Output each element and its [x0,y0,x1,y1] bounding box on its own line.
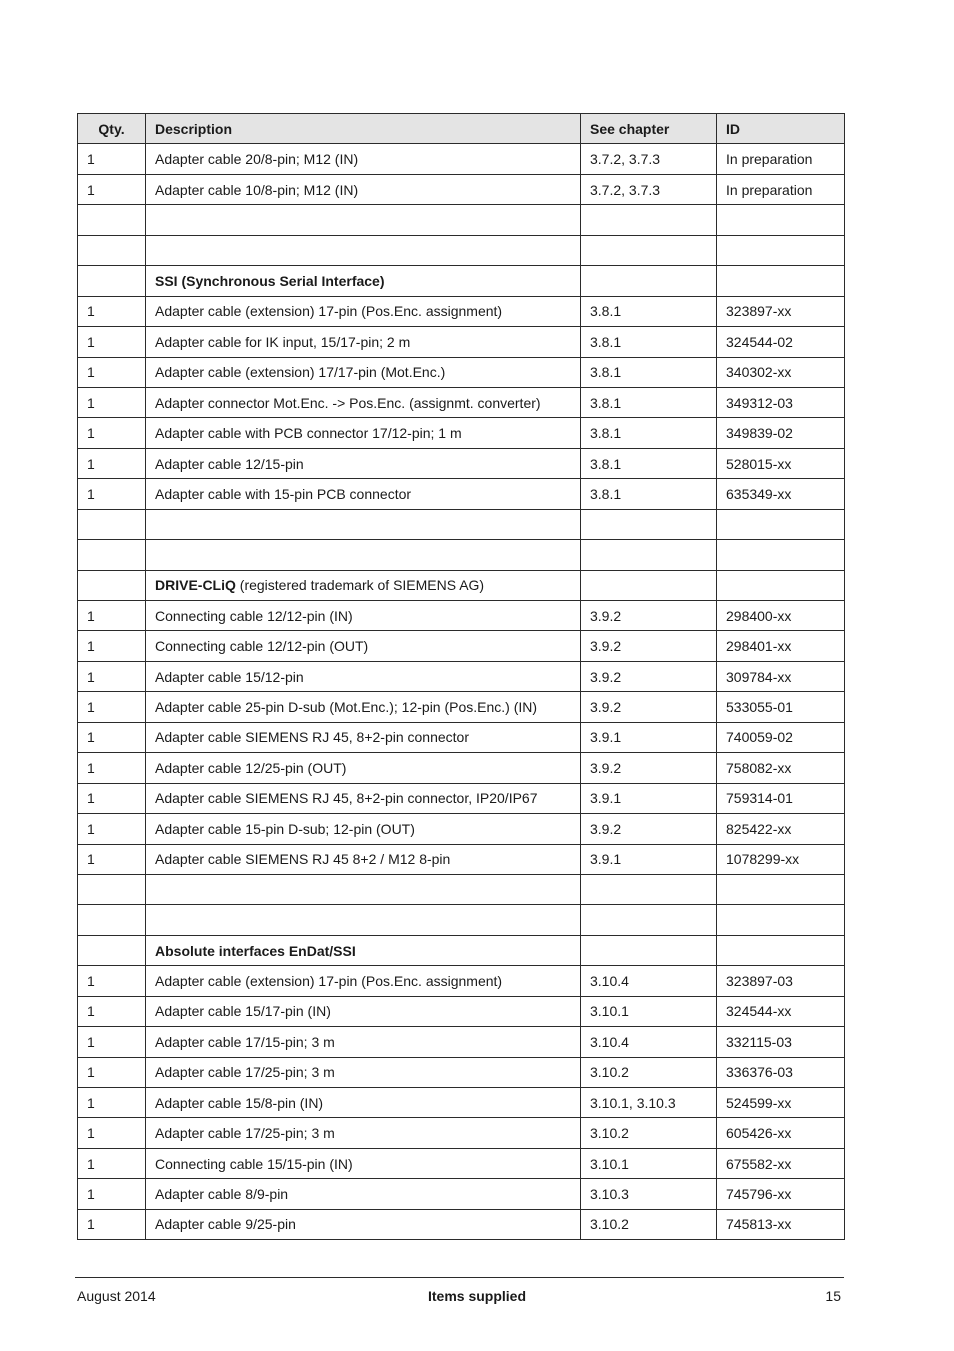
see-chapter-cell: 3.9.1 [581,722,717,752]
description-cell: Adapter cable 15-pin D-sub; 12-pin (OUT) [146,814,581,844]
table-row [78,1209,845,1239]
header-description: Description [146,114,581,144]
see-chapter-cell: 3.10.2 [581,1209,717,1239]
qty-cell: 1 [78,387,146,417]
id-cell [717,905,845,935]
see-chapter-cell [581,266,717,296]
see-chapter-cell: 3.10.1 [581,996,717,1026]
id-cell: 323897-xx [717,296,845,326]
table-row [78,1027,845,1057]
see-chapter-cell [581,570,717,600]
id-cell: 309784-xx [717,661,845,691]
description-cell: Adapter cable 12/25-pin (OUT) [146,753,581,783]
qty-cell: 1 [78,296,146,326]
id-cell: 825422-xx [717,814,845,844]
see-chapter-cell: 3.9.2 [581,814,717,844]
id-cell: 324544-xx [717,996,845,1026]
qty-cell: 1 [78,783,146,813]
see-chapter-cell [581,235,717,265]
qty-cell: 1 [78,966,146,996]
table-header-row [78,114,845,144]
see-chapter-cell [581,905,717,935]
description-cell: Connecting cable 12/12-pin (IN) [146,601,581,631]
qty-cell: 1 [78,844,146,874]
see-chapter-cell: 3.10.3 [581,1179,717,1209]
qty-cell: 1 [78,631,146,661]
qty-cell: 1 [78,753,146,783]
table-row [78,814,845,844]
id-cell: 605426-xx [717,1118,845,1148]
description-cell: Adapter cable 15/12-pin [146,661,581,691]
description-cell [146,570,581,600]
footer-title: Items supplied [427,1288,527,1304]
see-chapter-cell [581,540,717,570]
table-row [78,1088,845,1118]
table-row [78,418,845,448]
see-chapter-cell: 3.9.2 [581,661,717,691]
id-cell [717,540,845,570]
qty-cell: 1 [78,1209,146,1239]
qty-cell: 1 [78,418,146,448]
qty-cell [78,540,146,570]
id-cell [717,935,845,965]
qty-cell: 1 [78,814,146,844]
qty-cell: 1 [78,357,146,387]
see-chapter-cell: 3.7.2, 3.7.3 [581,174,717,204]
table-row [78,387,845,417]
qty-cell: 1 [78,996,146,1026]
description-cell: Adapter cable 12/15-pin [146,448,581,478]
id-cell [717,509,845,539]
id-cell: 740059-02 [717,722,845,752]
id-cell: 635349-xx [717,479,845,509]
description-cell: Adapter cable 17/25-pin; 3 m [146,1057,581,1087]
table-row [78,205,845,235]
table-row [78,874,845,904]
id-cell: 324544-02 [717,327,845,357]
qty-cell [78,874,146,904]
qty-cell: 1 [78,1118,146,1148]
see-chapter-cell: 3.10.1, 3.10.3 [581,1088,717,1118]
qty-cell [78,509,146,539]
description-cell: Adapter cable 10/8-pin; M12 (IN) [146,174,581,204]
description-cell: Adapter cable for IK input, 15/17-pin; 2 m [146,327,581,357]
table-row [78,905,845,935]
section-heading: SSI (Synchronous Serial Interface) [155,272,385,289]
id-cell [717,235,845,265]
id-cell: 528015-xx [717,448,845,478]
table-row [78,479,845,509]
section-heading: DRIVE-CLiQ [155,577,236,594]
description-cell: Adapter cable SIEMENS RJ 45, 8+2-pin connector [146,722,581,752]
header-see-chapter: See chapter [581,114,717,144]
see-chapter-cell: 3.10.2 [581,1118,717,1148]
description-cell [146,509,581,539]
section-heading: Absolute interfaces EnDat/SSI [155,942,356,959]
table-row [78,235,845,265]
qty-cell [78,266,146,296]
qty-cell [78,905,146,935]
see-chapter-cell [581,509,717,539]
table-row [78,509,845,539]
qty-cell: 1 [78,1057,146,1087]
description-cell: Connecting cable 15/15-pin (IN) [146,1148,581,1178]
qty-cell: 1 [78,479,146,509]
qty-cell: 1 [78,174,146,204]
table-row [78,266,845,296]
description-cell [146,905,581,935]
see-chapter-cell: 3.8.1 [581,387,717,417]
description-cell: Adapter cable with PCB connector 17/12-pin; 1 m [146,418,581,448]
id-cell: 332115-03 [717,1027,845,1057]
id-cell: 349312-03 [717,387,845,417]
table-row [78,357,845,387]
qty-cell: 1 [78,1179,146,1209]
qty-cell [78,935,146,965]
id-cell: 336376-03 [717,1057,845,1087]
see-chapter-cell [581,205,717,235]
table-row [78,601,845,631]
description-cell: Adapter cable 15/8-pin (IN) [146,1088,581,1118]
see-chapter-cell: 3.10.4 [581,1027,717,1057]
id-cell: In preparation [717,144,845,174]
id-cell: 758082-xx [717,753,845,783]
id-cell: 1078299-xx [717,844,845,874]
table-row [78,448,845,478]
description-cell: Adapter cable 8/9-pin [146,1179,581,1209]
table-row [78,692,845,722]
id-cell: 298401-xx [717,631,845,661]
description-cell: Adapter connector Mot.Enc. -> Pos.Enc. (assignmt. converter) [146,387,581,417]
qty-cell [78,205,146,235]
id-cell [717,570,845,600]
table-row [78,1179,845,1209]
see-chapter-cell [581,935,717,965]
see-chapter-cell: 3.8.1 [581,327,717,357]
description-cell: Connecting cable 12/12-pin (OUT) [146,631,581,661]
table-row [78,935,845,965]
qty-cell: 1 [78,661,146,691]
see-chapter-cell: 3.8.1 [581,418,717,448]
see-chapter-cell: 3.9.2 [581,753,717,783]
id-cell: 323897-03 [717,966,845,996]
table-row [78,1057,845,1087]
description-cell: Adapter cable 20/8-pin; M12 (IN) [146,144,581,174]
description-cell: Adapter cable (extension) 17/17-pin (Mot.Enc.) [146,357,581,387]
qty-cell [78,570,146,600]
description-cell [146,205,581,235]
see-chapter-cell: 3.8.1 [581,448,717,478]
see-chapter-cell: 3.9.1 [581,783,717,813]
footer-divider [75,1277,844,1278]
table-row [78,540,845,570]
description-cell: Adapter cable 9/25-pin [146,1209,581,1239]
qty-cell [78,235,146,265]
qty-cell: 1 [78,327,146,357]
header-qty: Qty. [78,114,146,144]
see-chapter-cell: 3.10.1 [581,1148,717,1178]
see-chapter-cell: 3.10.2 [581,1057,717,1087]
id-cell: 340302-xx [717,357,845,387]
id-cell [717,266,845,296]
id-cell [717,874,845,904]
qty-cell: 1 [78,1088,146,1118]
description-cell: Adapter cable 25-pin D-sub (Mot.Enc.); 12-pin (Pos.Enc.) (IN) [146,692,581,722]
qty-cell: 1 [78,1148,146,1178]
see-chapter-cell: 3.9.2 [581,631,717,661]
id-cell: 349839-02 [717,418,845,448]
header-id: ID [717,114,845,144]
table-row [78,722,845,752]
see-chapter-cell: 3.8.1 [581,479,717,509]
id-cell: 745796-xx [717,1179,845,1209]
id-cell: 533055-01 [717,692,845,722]
id-cell: 675582-xx [717,1148,845,1178]
description-cell [146,935,581,965]
description-cell: Adapter cable SIEMENS RJ 45 8+2 / M12 8-pin [146,844,581,874]
section-heading-note: (registered trademark of SIEMENS AG) [235,577,485,594]
see-chapter-cell: 3.10.4 [581,966,717,996]
table-row [78,844,845,874]
see-chapter-cell: 3.8.1 [581,296,717,326]
qty-cell: 1 [78,1027,146,1057]
description-cell: Adapter cable with 15-pin PCB connector [146,479,581,509]
items-table [77,113,845,1240]
table-row [78,296,845,326]
table-row [78,570,845,600]
qty-cell: 1 [78,448,146,478]
table-row [78,631,845,661]
qty-cell: 1 [78,144,146,174]
see-chapter-cell: 3.9.1 [581,844,717,874]
description-cell [146,540,581,570]
table-row [78,327,845,357]
table-row [78,753,845,783]
see-chapter-cell: 3.7.2, 3.7.3 [581,144,717,174]
description-cell: Adapter cable 17/15-pin; 3 m [146,1027,581,1057]
description-cell: Adapter cable (extension) 17-pin (Pos.Enc. assignment) [146,296,581,326]
description-cell: Adapter cable 15/17-pin (IN) [146,996,581,1026]
table-row [78,1148,845,1178]
qty-cell: 1 [78,601,146,631]
see-chapter-cell: 3.8.1 [581,357,717,387]
qty-cell: 1 [78,722,146,752]
table-row [78,1118,845,1148]
footer-date: August 2014 [77,1288,156,1304]
description-cell: Adapter cable SIEMENS RJ 45, 8+2-pin connector, IP20/IP67 [146,783,581,813]
table-row [78,174,845,204]
page-number: 15 [825,1288,841,1304]
id-cell [717,205,845,235]
id-cell: 745813-xx [717,1209,845,1239]
see-chapter-cell [581,874,717,904]
see-chapter-cell: 3.9.2 [581,692,717,722]
table-row [78,783,845,813]
id-cell: In preparation [717,174,845,204]
see-chapter-cell: 3.9.2 [581,601,717,631]
id-cell: 759314-01 [717,783,845,813]
description-cell: Adapter cable (extension) 17-pin (Pos.Enc. assignment) [146,966,581,996]
description-cell: Adapter cable 17/25-pin; 3 m [146,1118,581,1148]
table-row [78,996,845,1026]
description-cell [146,235,581,265]
table-row [78,966,845,996]
description-cell [146,266,581,296]
id-cell: 524599-xx [717,1088,845,1118]
table-row [78,661,845,691]
qty-cell: 1 [78,692,146,722]
description-cell [146,874,581,904]
id-cell: 298400-xx [717,601,845,631]
table-row [78,144,845,174]
